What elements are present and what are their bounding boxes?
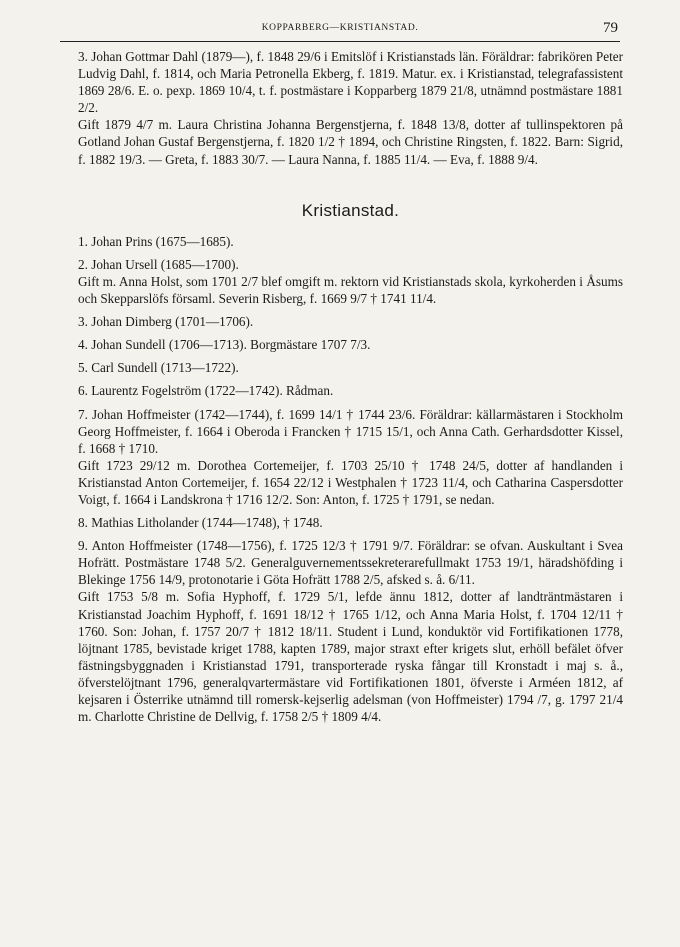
entry-kopparberg-3-gift: Gift 1879 4/7 m. Laura Christina Johanna Bergenstjerna, f. 1848 13/8, dotter af tullinspektoren på Gotland Johan Gustaf Bergenstjerna, f. 1820 1/2 † 1894, och Christine Ringsten, f. 1822. Barn: Sigrid, f. 1882 19/3. — Greta, f. 1883 30/7. — Laura Nanna, f. 1885 11/4. — Eva, f. 1888 9/4. bbox=[78, 117, 623, 167]
entry-4: 4. Johan Sundell (1706—1713). Borgmästare 1707 7/3. bbox=[78, 337, 371, 353]
running-title: KOPPARBERG—KRISTIANSTAD. bbox=[261, 23, 419, 33]
header-rule bbox=[60, 41, 620, 42]
page-text bbox=[78, 48, 623, 725]
page-number: 79 bbox=[603, 20, 618, 36]
entry-1: 1. Johan Prins (1675—1685). bbox=[78, 233, 234, 249]
entry-3: 3. Johan Dimberg (1701—1706). bbox=[78, 314, 254, 330]
entry-6: 6. Laurentz Fogelström (1722—1742). Rådman. bbox=[78, 383, 334, 399]
entry-9: 9. Anton Hoffmeister (1748—1756), f. 1725 12/3 † 1791 9/7. Föräldrar: se ofvan. Auskultant i Svea Hofrätt. Postmästare 1748 5/2. Generalguvernementssekreterarefullmakt 1753 19/1, häradshöfding i Blekinge 1756 14/9, protonotarie i Göta Hofrätt 1788 2/5, afsked s. å. 6/11. bbox=[78, 538, 623, 588]
entry-kopparberg-3: 3. Johan Gottmar Dahl (1879—), f. 1848 29/6 i Emitslöf i Kristianstads län. Föräldrar: fabrikören Peter Ludvig Dahl, f. 1814, och Maria Petronella Ekberg, f. 1819. Matur. ex. i Kristianstad, telegrafassistent 1869 28/6. E. o. pexp. 1869 10/4, t. f. postmästare i Kopparberg 1879 21/8, utnämnd postmästare 1881 2/2. bbox=[78, 49, 623, 116]
entry-9-gift: Gift 1753 5/8 m. Sofia Hyphoff, f. 1729 5/1, lefde ännu 1812, dotter af landträntmästaren i Kristianstad Joachim Hyphoff, f. 1691 18/12 † 1765 1/12, och Anna Maria Holst, f. 1704 12/11 † 1760. Son: Johan, f. 1757 20/7 † 1812 18/11. Student i Lund, konduktör vid Fortifikationen 1778, löjtnant 1785, bevistade kriget 1788, kapten 1789, major straxt efter krigets slut, erhöll befälet öfver fästningsbyggnaden i Kristianstad 1791, transporterade ryska fångar till Kronstadt i maj s. å., öfverstelöjtnant 1796, generalqvartermästare vid Fortifikationen 1801, öfverste i Arméen 1812, af kejsaren i Österrike utnämnd till romersk-kejserlig adelsman (von Hoffmeister) 1794 /7, g. 1797 21/4 m. Charlotte Christine de Dellvig, f. 1758 2/5 † 1809 4/4. bbox=[78, 589, 623, 725]
entry-5: 5. Carl Sundell (1713—1722). bbox=[78, 360, 239, 376]
entry-2: 2. Johan Ursell (1685—1700). bbox=[78, 256, 239, 272]
entry-8: 8. Mathias Litholander (1744—1748), † 1748. bbox=[78, 515, 323, 531]
entry-7: 7. Johan Hoffmeister (1742—1744), f. 1699 14/1 † 1744 23/6. Föräldrar: källarmästaren i Stockholm Georg Hoffmeister, f. 1664 i Oberoda i Francken † 1715 15/1, och Anna Cath. Gerhardsdotter Kissel, f. 1668 † 1710. bbox=[78, 406, 623, 456]
section-title: Kristianstad. bbox=[301, 200, 400, 220]
entry-2-gift: Gift m. Anna Holst, som 1701 2/7 blef omgift m. rektorn vid Kristianstads skola, kyrkoherden i Åsums och Skepparslöfs församl. Severin Risberg, f. 1669 9/7 † 1741 11/4. bbox=[78, 273, 623, 307]
entry-7-gift: Gift 1723 29/12 m. Dorothea Cortemeijer, f. 1703 25/10 † 1748 24/5, dotter af handlanden i Kristianstad Anton Cortemeijer, f. 1654 22/12 i Westphalen † 1723 11/4, och Catharina Caspersdotter Voigt, f. 1664 i Landskrona † 1716 12/2. Son: Anton, f. 1725 † 1791, se nedan. bbox=[78, 457, 623, 507]
